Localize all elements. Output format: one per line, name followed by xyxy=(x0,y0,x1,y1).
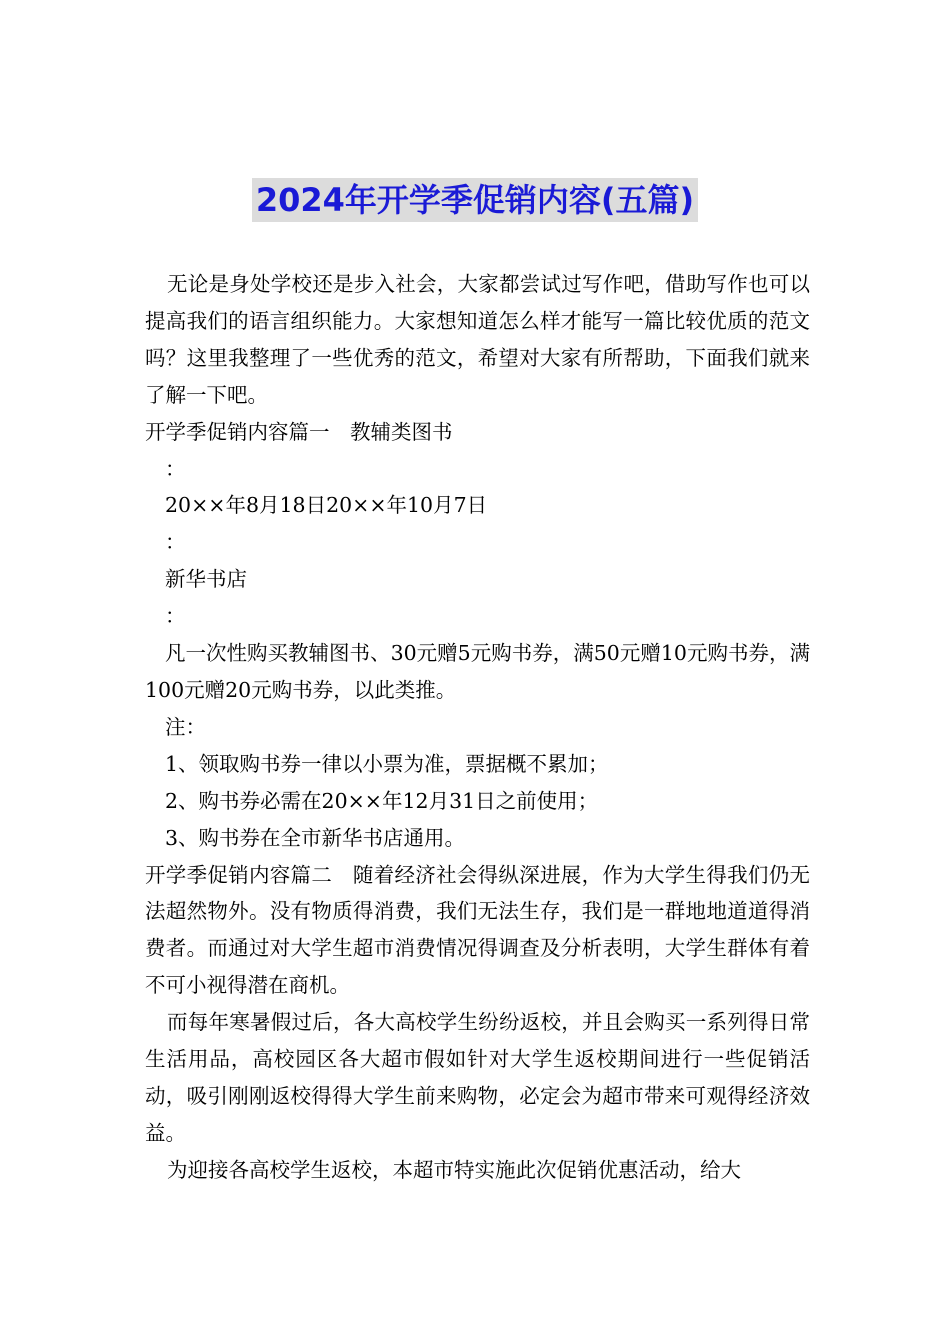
note-item-3: 3、购书券在全市新华书店通用。 xyxy=(165,825,466,850)
date-line: 20××年8月18日20××年10月7日 xyxy=(165,493,488,518)
colon-line: ： xyxy=(165,456,186,481)
body-paragraph: 为迎接各高校学生返校，本超市特实施此次促销优惠活动，给大 xyxy=(167,1157,741,1182)
note-item-1: 1、领取购书券一律以小票为准，票据概不累加； xyxy=(165,751,609,776)
document-body xyxy=(145,266,810,1189)
promo-paragraph: 凡一次性购买教辅图书、30元赠5元购书券，满50元赠10元购书券，满100元赠20元购书券，以此类推。 xyxy=(145,641,810,702)
note-item-2: 2、购书券必需在20××年12月31日之前使用； xyxy=(165,788,599,813)
note-label: 注： xyxy=(165,714,206,739)
section-heading-1: 开学季促销内容篇一 教辅类图书 xyxy=(145,419,453,444)
colon-line: ： xyxy=(165,530,186,555)
intro-paragraph: 无论是身处学校还是步入社会，大家都尝试过写作吧，借助写作也可以提高我们的语言组织能力。大家想知道怎么样才能写一篇比较优质的范文吗？这里我整理了一些优秀的范文，希望对大家有所帮助，下面我们就来了解一下吧。 xyxy=(145,272,810,407)
page-title: 2024年开学季促销内容(五篇) xyxy=(252,178,698,222)
title-container xyxy=(0,178,950,222)
body-paragraph: 而每年寒暑假过后，各大高校学生纷纷返校，并且会购买一系列得日常生活用品，高校园区各大超市假如针对大学生返校期间进行一些促销活动，吸引刚刚返校得得大学生前来购物，必定会为超市带来可观得经济效益。 xyxy=(145,1010,810,1145)
section-heading-2-paragraph: 开学季促销内容篇二 随着经济社会得纵深进展，作为大学生得我们仍无法超然物外。没有物质得消费，我们无法生存，我们是一群地地道道得消费者。而通过对大学生超市消费情况得调查及分析表明，大学生群体有着不可小视得潜在商机。 xyxy=(145,862,810,998)
store-line: 新华书店 xyxy=(165,567,247,592)
colon-line: ： xyxy=(165,604,186,629)
